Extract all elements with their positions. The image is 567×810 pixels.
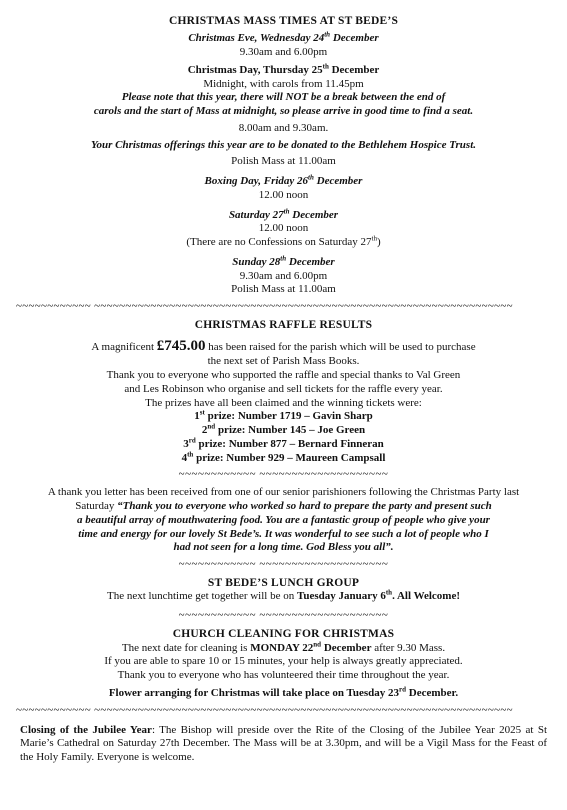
jubilee-section: [20, 724, 547, 765]
polish-mass-2: Polish Mass at 11.00am: [231, 283, 336, 296]
thank-you-line-3: a beautiful array of mouthwatering food. You are a fantastic group of people who give your: [77, 513, 490, 526]
cleaning-title: CHURCH CLEANING FOR CHRISTMAS: [172, 628, 395, 641]
cleaning-text: If you are able to spare 10 or 15 minutes, your help is always greatly appreciated.: [104, 655, 463, 668]
christmas-day-times: Midnight, with carols from 11.45pm: [203, 77, 364, 90]
thank-you-line-2: Saturday “Thank you to everyone who worked so hard to prepare the party and present such: [75, 500, 492, 512]
lunch-group-section: [20, 576, 547, 604]
saturday-heading: Saturday 27th December: [228, 206, 339, 221]
prize-4: 4th prize: Number 929 – Maureen Campsall: [181, 449, 386, 464]
separator: ~~~~~~~~~~~~ ~~~~~~~~~~~~~~~~~~~~~~~~~~~~~~~~~~~~~~~~~~~~~~~~~~~~~~~~~~~~~~~~~~~: [16, 703, 513, 716]
offerings-notice: Your Christmas offerings this year are to be donated to the Bethlehem Hospice Trust.: [90, 138, 477, 151]
flower-arranging: Flower arranging for Christmas will take place on Tuesday 23rd December.: [108, 685, 459, 699]
raffle-section: [20, 318, 547, 465]
prize-2: 2nd prize: Number 145 – Joe Green: [201, 422, 366, 436]
separator: ~~~~~~~~~~~~ ~~~~~~~~~~~~~~~~~~~~: [178, 468, 389, 481]
boxing-day-time: 12.00 noon: [258, 188, 309, 201]
cleaning-date: The next date for cleaning is MONDAY 22nd December after 9.30 Mass.: [121, 639, 446, 654]
thank-you-section: [20, 486, 547, 555]
mass-times-title: CHRISTMAS MASS TIMES AT ST BEDE’S: [168, 15, 399, 27]
thank-you-line-4: time and energy for our lovely St Bede’s. It was wonderful to see such a lot of people who I: [78, 527, 489, 540]
boxing-day-heading: Boxing Day, Friday 26th December: [204, 173, 363, 188]
raffle-text: the next set of Parish Mass Books.: [207, 355, 360, 368]
raffle-amount-line: A magnificent £745.00 has been raised for the parish which will be used to purchase: [91, 337, 476, 354]
raffle-text: Thank you to everyone who supported the raffle and special thanks to Val Green: [106, 369, 461, 381]
raffle-title: CHRISTMAS RAFFLE RESULTS: [194, 319, 373, 332]
jubilee-label: Closing of the Jubilee Year: [20, 723, 152, 736]
midnight-notice-line-2: carols and the start of Mass at midnight, so please arrive in good time to find a seat.: [93, 105, 474, 118]
separator: ~~~~~~~~~~~~ ~~~~~~~~~~~~~~~~~~~~: [178, 558, 389, 570]
polish-mass-1: Polish Mass at 11.00am: [231, 155, 336, 168]
lunch-group-text: The next lunchtime get together will be on Tuesday January 6th. All Welcome!: [106, 588, 461, 603]
sunday-times: 9.30am and 6.00pm: [239, 269, 328, 282]
saturday-time: 12.00 noon: [258, 222, 309, 235]
saturday-note: (There are no Confessions on Saturday 27th): [186, 234, 381, 249]
raffle-text: and Les Robinson who organise and sell tickets for the raffle every year.: [124, 382, 443, 395]
separator: ~~~~~~~~~~~~ ~~~~~~~~~~~~~~~~~~~~: [178, 609, 389, 622]
sunday-heading: Sunday 28th December: [232, 254, 335, 268]
mass-times-section: [20, 14, 547, 297]
christmas-eve-heading: Christmas Eve, Wednesday 24th December: [188, 30, 379, 45]
prize-1: 1st prize: Number 1719 – Gavin Sharp: [194, 408, 373, 423]
raffle-amount: £745.00: [156, 337, 206, 354]
christmas-day-heading: Christmas Day, Thursday 25th December: [187, 62, 380, 76]
jubilee-text: : The Bishop will preside over the Rite of the Closing of the Jubilee Year 2025 at St Marie’s Cathedral on Saturday 27th December. The Mass will be at 3.30pm, and will be a Vigil Mass for the Feast of the Holy Family. Everyone is welcome.: [20, 723, 548, 763]
prize-3: 3rd prize: Number 877 – Bernard Finneran: [183, 436, 384, 450]
thank-you-line-1: A thank you letter has been received from one of our senior parishioners following the Christmas Party last: [47, 486, 520, 499]
cleaning-section: [20, 627, 547, 700]
christmas-eve-times: 9.30am and 6.00pm: [239, 46, 328, 59]
christmas-day-times-2: 8.00am and 9.30am.: [238, 121, 329, 134]
thank-you-line-5: had not seen for a long time. God Bless you all”.: [173, 541, 394, 554]
raffle-text: The prizes have all been claimed and the winning tickets were:: [145, 396, 422, 409]
cleaning-text: Thank you to everyone who has volunteered their time throughout the year.: [117, 669, 450, 681]
midnight-notice-line-1: Please note that this year, there will NOT be a break between the end of: [121, 91, 446, 104]
lunch-group-title: ST BEDE’S LUNCH GROUP: [207, 577, 360, 589]
separator: ~~~~~~~~~~~~ ~~~~~~~~~~~~~~~~~~~~~~~~~~~~~~~~~~~~~~~~~~~~~~~~~~~~~~~~~~~~~~~~~~~: [16, 300, 513, 313]
